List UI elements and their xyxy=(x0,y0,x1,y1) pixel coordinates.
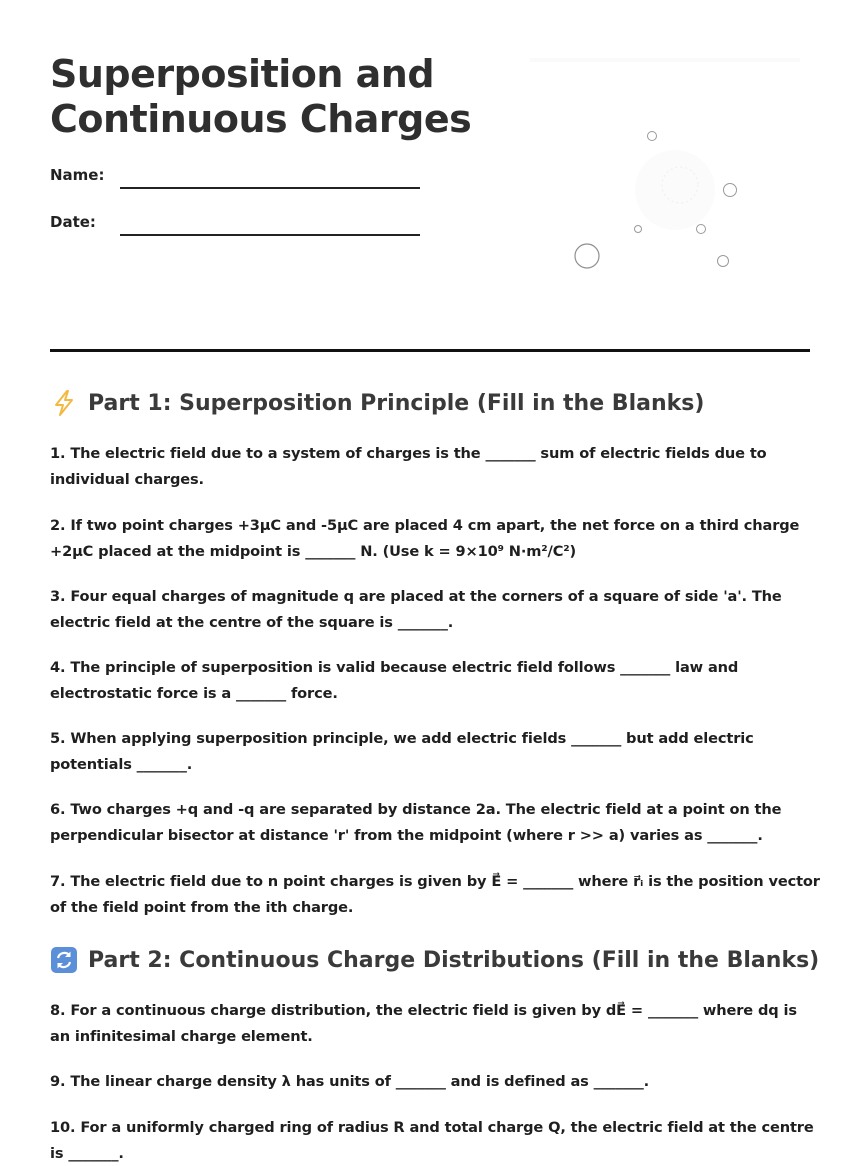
worksheet-title xyxy=(50,52,471,142)
title-line-1: Superposition and xyxy=(50,52,435,96)
question-1: 1. The electric field due to a system of charges is the _______ sum of electric fields due to individual charges. xyxy=(50,445,767,488)
question-3: 3. Four equal charges of magnitude q are placed at the corners of a square of side 'a'. The electric field at the centre of the square is _______. xyxy=(50,588,782,631)
part1-heading-text: Part 1: Superposition Principle (Fill in the Blanks) xyxy=(88,390,705,416)
name-field[interactable] xyxy=(120,187,420,189)
date-label: Date: xyxy=(50,213,96,231)
refresh-arrows-icon xyxy=(50,946,78,974)
question-6: 6. Two charges +q and -q are separated by distance 2a. The electric field at a point on the perpendicular bisector at distance 'r' from the midpoint (where r >> a) varies as _______. xyxy=(50,801,782,844)
part2-heading xyxy=(50,946,819,974)
part1-heading xyxy=(50,389,704,417)
question-9: 9. The linear charge density λ has units of _______ and is defined as _______. xyxy=(50,1073,650,1090)
question-5: 5. When applying superposition principle, we add electric fields _______ but add electric potentials _______. xyxy=(50,730,754,773)
question-10: 10. For a uniformly charged ring of radius R and total charge Q, the electric field at the centre is _______. xyxy=(50,1119,814,1162)
name-label: Name: xyxy=(50,166,105,184)
lightning-bolt-icon xyxy=(50,389,78,417)
date-field[interactable] xyxy=(120,234,420,236)
header-divider xyxy=(50,349,810,352)
part2-heading-text: Part 2: Continuous Charge Distributions (Fill in the Blanks) xyxy=(88,947,820,973)
question-2: 2. If two point charges +3μC and -5μC are placed 4 cm apart, the net force on a third charge +2μC placed at the midpoint is _______ N. (Use k = 9×10⁹ N·m²/C²) xyxy=(50,517,800,560)
question-8: 8. For a continuous charge distribution, the electric field is given by dE⃗ = _______ where dq is an infinitesimal charge element. xyxy=(50,1002,797,1045)
charged-particles-illustration xyxy=(520,40,820,300)
question-4: 4. The principle of superposition is valid because electric field follows _______ law and electrostatic force is a _______ force. xyxy=(50,659,739,702)
question-7: 7. The electric field due to n point charges is given by E⃗ = _______ where r⃗ᵢ is the position vector of the field point from the ith charge. xyxy=(50,873,820,916)
title-line-2: Continuous Charges xyxy=(50,97,472,141)
